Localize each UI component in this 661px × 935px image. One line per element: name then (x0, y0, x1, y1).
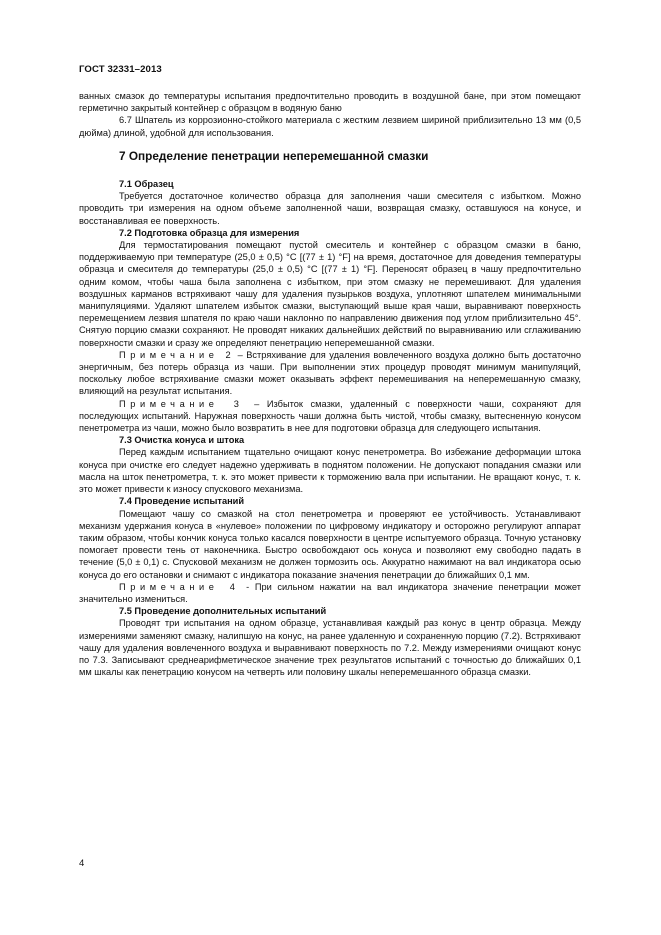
note-label: Примечание (119, 581, 219, 592)
subsection-7-5-heading: 7.5 Проведение дополнительных испытаний (119, 606, 327, 617)
subsection-7-3-heading: 7.3 Очистка конуса и штока (119, 435, 245, 446)
document-header: ГОСТ 32331–2013 (79, 64, 162, 75)
paragraph-7-2: Для термостатирования помещают пустой смеситель и контейнер с образцом смазки в баню, поддерживаемую при температуре (25,0 ± 0,5) °С [(77 ± 1) °F] на время, достаточное для доведения температуры образца и смесителя до температуры (25,0 ± 0,5) °С [(77 ± 1) °F]. Переносят образец в чашу предпочтительно одним комом, чтобы чаша была заполнена с избытком, при этом смазку не перемешивают. Для удаления воздушных карманов встряхивают чашу для удаления пузырьков воздуха, уплотняют шпателем минимальными манипуляциями. Удаляют шпателем избыток смазки, выступающий выше края чаши, выравнивают поверхность перемещением лезвия шпателя по краю чаши наклонно по направлению движения под углом приблизительно 45°. Снятую порцию смазки сохраняют. Не проводят никаких дальнейших действий по выравниванию или сглаживанию поверхности смазки и сразу же определяют пенетрацию неперемешанной смазки. (79, 240, 581, 348)
note-label: Примечание (119, 398, 219, 409)
note-text: – Избыток смазки, удаленный с поверхности чаши, сохраняют для последующих испытаний. Наружная поверхность чаши должна быть чистой, чтобы смазку, вытесненную конусом пенетрометра из чаши, можно было возвратить в нее для подготовки образца для следующего испытания. (79, 398, 582, 434)
paragraph-continuation: ванных смазок до температуры испытания предпочтительно проводить в воздушной бане, при этом помещают герметично закрытый контейнер с образцом в водяную баню (79, 91, 581, 114)
paragraph-6-7: 6.7 Шпатель из коррозионно-стойкого материала с жестким лезвием шириной приблизительно 13 мм (0,5 дюйма) длиной, удобной для использования. (79, 115, 581, 138)
note-2 (79, 349, 581, 398)
note-number: 3 (233, 398, 239, 409)
paragraph-7-3: Перед каждым испытанием тщательно очищают конус пенетрометра. Во избежание деформации штока конуса при очистке его следует надежно удерживать в поднятом положении. Не допускают попадания смазки или масла на шток пенетрометра, т. к. это может привести к торможению вала при испытании. Не вращают конус, т. к. это может привести к износу спускового механизма. (79, 447, 581, 495)
note-number: 4 (229, 581, 235, 592)
note-4 (79, 581, 581, 605)
paragraph-7-4: Помещают чашу со смазкой на стол пенетрометра и проверяют ее устойчивость. Устанавливают механизм удержания конуса в «нулевое» положении по цифровому индикатору и осторожно регулируют аппарат таким образом, чтобы кончик конуса только касался поверхности в центре испытуемого образца. Точную установку помогает провести тень от наконечника. Быстро освобождают ось конуса и позволяют ему свободно падать в течение (5,0 ± 0,1) с. Спусковой механизм не должен тормозить ось. Аккуратно нажимают на вал индикатора осью конуса до его остановки и снимают с индикатора показание значения пенетрации до ближайших 0,1 мм. (79, 508, 581, 580)
note-text: – Встряхивание для удаления вовлеченного воздуха должно быть достаточно энергичным, без потерь образца из чаши. При выполнении этих процедур проводят минимум манипуляций, поскольку любое встряхивание смазки может оказывать эффект перемешивания на неперемешанную смазку, влияющий на результат испытания. (79, 349, 582, 397)
note-label: Примечание (119, 349, 219, 360)
paragraph-7-1: Требуется достаточное количество образца для заполнения чаши смесителя с избытком. Можно проводить три измерения на одном объеме заполненной чаши, возвращая смазку, оставшуюся на конусе, и восстанавливая ее поверхность. (79, 191, 581, 226)
note-3 (79, 398, 581, 435)
section-7-heading: 7 Определение пенетрации неперемешанной смазки (119, 148, 429, 163)
page-number: 4 (79, 858, 85, 869)
note-text: - При сильном нажатии на вал индикатора значение пенетрации может значительно измениться. (79, 581, 582, 604)
document-body (79, 90, 581, 678)
subsection-7-4-heading: 7.4 Проведение испытаний (119, 496, 245, 507)
paragraph-7-5: Проводят три испытания на одном образце, устанавливая каждый раз конус в центр образца. Между измерениями заменяют смазку, налипшую на конус, на ранее удаленную и сохраненную порцию (7.2). Встряхивают чашу для удаления вовлеченного воздуха и выравнивают поверхность по 7.2. Между измерениями очищают конус по 7.3. Записывают среднеарифметическое значение трех результатов испытаний с точностью до ближайших 0,1 мм шкалы как пенетрацию конусом на четверть или половину шкалы неперемешанного образца смазки. (79, 618, 581, 678)
note-number: 2 (225, 349, 231, 360)
subsection-7-1-heading: 7.1 Образец (119, 179, 174, 190)
subsection-7-2-heading: 7.2 Подготовка образца для измерения (119, 227, 300, 238)
